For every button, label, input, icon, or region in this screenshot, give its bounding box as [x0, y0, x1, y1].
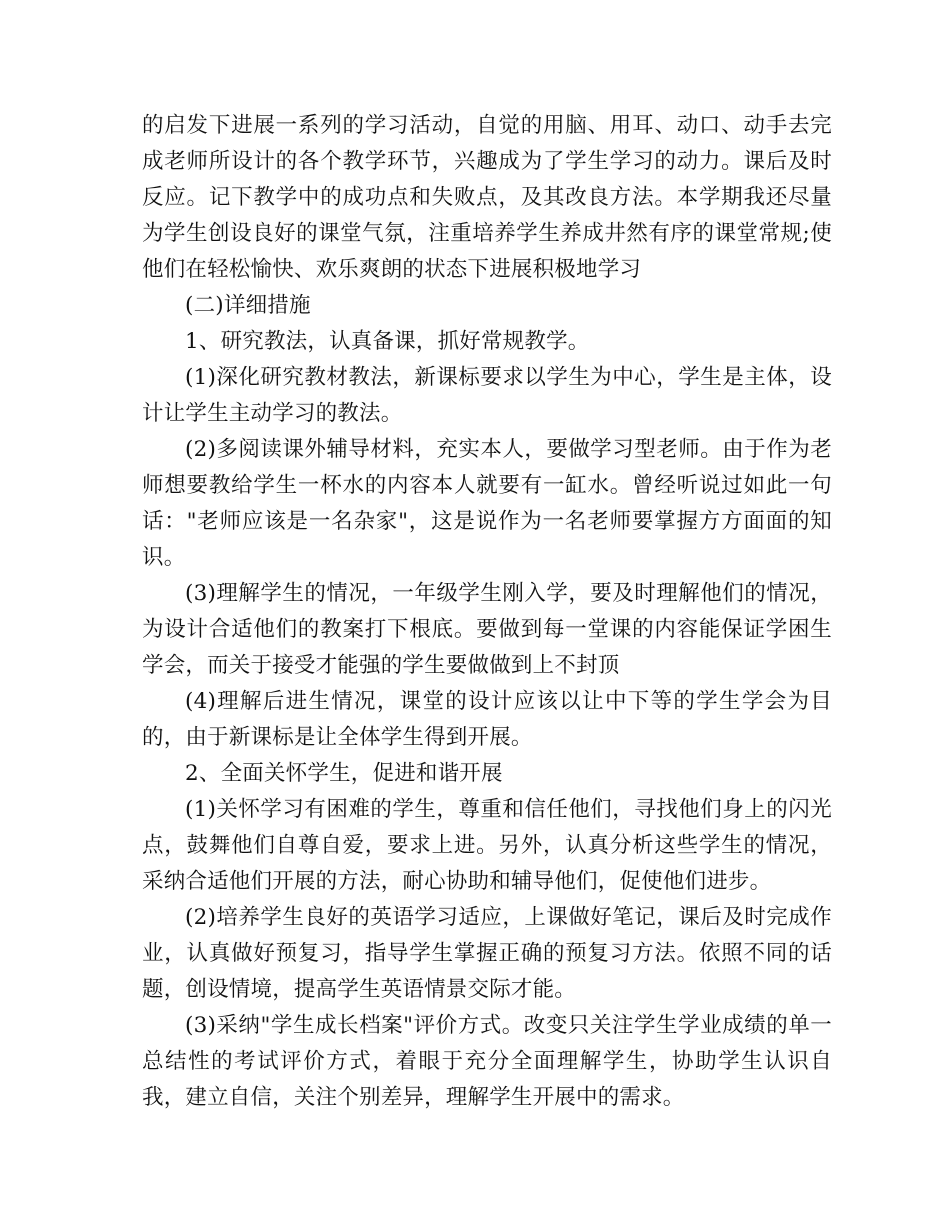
list-item-1-4: (4)理解后进生情况，课堂的设计应该以让中下等的学生学会为目的，由于新课标是让全体学生得到开展。	[142, 689, 832, 750]
list-item-2-3: (3)采纳"学生成长档案"评价方式。改变只关注学生学业成绩的单一总结性的考试评价方式，着眼于充分全面理解学生，协助学生认识自我，建立自信，关注个别差异，理解学生开展中的需求。	[142, 1013, 832, 1110]
subheading-research-teaching-methods: 1、研究教法，认真备课，抓好常规教学。	[185, 329, 590, 354]
list-item-1-1: (1)深化研究教材教法，新课标要求以学生为中心，学生是主体，设计让学生主动学习的教法。	[142, 365, 832, 426]
list-item-1-3: (3)理解学生的情况，一年级学生刚入学，要及时理解他们的情况，为设计合适他们的教案打下根底。要做到每一堂课的内容能保证学困生学会，而关于接受才能强的学生要做做到上不封顶	[142, 581, 832, 678]
list-item-2-2: (2)培养学生良好的英语学习适应，上课做好笔记，课后及时完成作业，认真做好预复习，指导学生掌握正确的预复习方法。依照不同的话题，创设情境，提高学生英语情景交际才能。	[142, 905, 832, 1002]
paragraph-continued-intro: 的启发下进展一系列的学习活动，自觉的用脑、用耳、动口、动手去完成老师所设计的各个教学环节，兴趣成为了学生学习的动力。课后及时反应。记下教学中的成功点和失败点，及其改良方法。本学期我还尽量为学生创设良好的课堂气氛，注重培养学生养成井然有序的课堂常规;使他们在轻松愉快、欢乐爽朗的状态下进展积极地学习	[142, 113, 832, 282]
list-item-1-2: (2)多阅读课外辅导材料，充实本人，要做学习型老师。由于作为老师想要教给学生一杯水的内容本人就要有一缸水。曾经听说过如此一句话："老师应该是一名杂家"，这是说作为一名老师要掌握方方面面的知识。	[142, 437, 832, 570]
list-item-2-1: (1)关怀学习有困难的学生，尊重和信任他们，寻找他们身上的闪光点，鼓舞他们自尊自爱，要求上进。另外，认真分析这些学生的情况，采纳合适他们开展的方法，耐心协助和辅导他们，促使他们进步。	[142, 797, 832, 894]
document-body	[142, 108, 832, 1116]
section-heading-specific-measures: (二)详细措施	[185, 293, 311, 318]
subheading-care-for-students: 2、全面关怀学生，促进和谐开展	[185, 761, 503, 786]
